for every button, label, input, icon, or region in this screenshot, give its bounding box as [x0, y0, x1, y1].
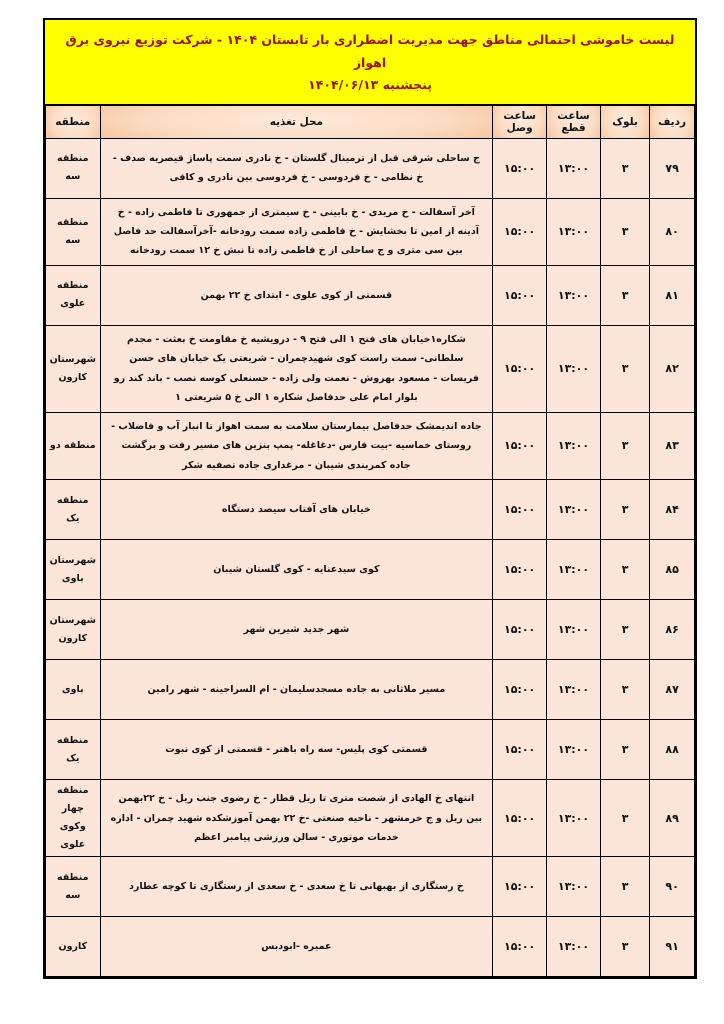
cell-feeding-location: خیابان های آفتاب سیصد دستگاه — [100, 480, 493, 540]
cell-block: ۳ — [600, 540, 649, 600]
cell-feeding-location: شهر جدید شیرین شهر — [100, 600, 493, 660]
cell-region: منطقه چهار وکوی علوی — [46, 780, 101, 857]
table-header-row — [46, 105, 695, 138]
cell-connect-time: ۱۵:۰۰ — [493, 720, 547, 780]
cell-cut-time: ۱۳:۰۰ — [547, 198, 601, 265]
cell-region: منطقه یک — [46, 720, 101, 780]
cell-region: منطقه علوی — [46, 265, 101, 325]
cell-cut-time: ۱۳:۰۰ — [547, 325, 601, 412]
table-row — [46, 857, 695, 917]
cell-cut-time: ۱۳:۰۰ — [547, 265, 601, 325]
col-header-feeding-location: محل تغذیه — [100, 105, 493, 138]
cell-cut-time: ۱۳:۰۰ — [547, 857, 601, 917]
cell-block: ۳ — [600, 138, 649, 198]
cell-cut-time: ۱۳:۰۰ — [547, 480, 601, 540]
table-row — [46, 660, 695, 720]
outage-table — [45, 105, 695, 978]
cell-cut-time: ۱۳:۰۰ — [547, 138, 601, 198]
cell-block: ۳ — [600, 720, 649, 780]
cell-feeding-location: کوی سیدعنایه - کوی گلستان شیبان — [100, 540, 493, 600]
cell-region: منطقه یک — [46, 480, 101, 540]
table-row — [46, 600, 695, 660]
table-row — [46, 540, 695, 600]
cell-region: کارون — [46, 917, 101, 977]
cell-block: ۳ — [600, 660, 649, 720]
col-header-block: بلوک — [600, 105, 649, 138]
cell-row-number: ۸۷ — [650, 660, 695, 720]
table-row — [46, 917, 695, 977]
cell-block: ۳ — [600, 600, 649, 660]
cell-feeding-location: ج ساحلی شرقی قبل از ترمینال گلستان - خ نادری سمت پاساژ قیصریه صدف - خ نظامی - خ فردوسی - خ فردوسی بین نادری و کافی — [100, 138, 493, 198]
cell-connect-time: ۱۵:۰۰ — [493, 660, 547, 720]
cell-row-number: ۸۱ — [650, 265, 695, 325]
cell-connect-time: ۱۵:۰۰ — [493, 857, 547, 917]
cell-feeding-location: مسیر ملاثانی به جاده مسجدسلیمان - ام السراجینه - شهر رامین — [100, 660, 493, 720]
cell-connect-time: ۱۵:۰۰ — [493, 198, 547, 265]
cell-connect-time: ۱۵:۰۰ — [493, 265, 547, 325]
cell-feeding-location: آخر آسفالت - خ مریدی - خ بابینی - خ سیمتری از جمهوری تا فاطمی زاده - خ آدینه از امین تا بخشایش - خ فاطمی زاده سمت رودخانه -آخرآسفالت حد فاصل بین سی متری و ج ساحلی از خ فاطمی زاده تا نبش خ ۱۲ سمت رودخانه — [100, 198, 493, 265]
col-header-row-number: ردیف — [650, 105, 695, 138]
table-row — [46, 412, 695, 479]
cell-row-number: ۸۰ — [650, 198, 695, 265]
cell-block: ۳ — [600, 265, 649, 325]
cell-connect-time: ۱۵:۰۰ — [493, 780, 547, 857]
cell-cut-time: ۱۳:۰۰ — [547, 917, 601, 977]
cell-block: ۳ — [600, 480, 649, 540]
cell-row-number: ۸۲ — [650, 325, 695, 412]
col-header-cut-time: ساعت قطع — [547, 105, 601, 138]
table-body — [46, 138, 695, 977]
cell-cut-time: ۱۳:۰۰ — [547, 600, 601, 660]
cell-block: ۳ — [600, 780, 649, 857]
cell-block: ۳ — [600, 325, 649, 412]
cell-cut-time: ۱۳:۰۰ — [547, 660, 601, 720]
table-row — [46, 198, 695, 265]
col-header-connect-time: ساعت وصل — [493, 105, 547, 138]
cell-row-number: ۷۹ — [650, 138, 695, 198]
cell-row-number: ۸۶ — [650, 600, 695, 660]
cell-connect-time: ۱۵:۰۰ — [493, 600, 547, 660]
document-title: لیست خاموشی احتمالی مناطق جهت مدیریت اضطراری بار تابستان ۱۴۰۴ - شرکت توزیع نیروی برق اهواز — [65, 32, 675, 70]
table-row — [46, 720, 695, 780]
cell-connect-time: ۱۵:۰۰ — [493, 412, 547, 479]
cell-connect-time: ۱۵:۰۰ — [493, 480, 547, 540]
cell-cut-time: ۱۳:۰۰ — [547, 720, 601, 780]
cell-connect-time: ۱۵:۰۰ — [493, 325, 547, 412]
cell-row-number: ۸۳ — [650, 412, 695, 479]
table-header — [46, 105, 695, 138]
cell-block: ۳ — [600, 412, 649, 479]
outage-schedule-document — [43, 18, 697, 979]
cell-feeding-location: خ رستگاری از بهبهانی تا خ سعدی - خ سعدی از رستگاری تا کوچه عطارد — [100, 857, 493, 917]
cell-row-number: ۸۹ — [650, 780, 695, 857]
cell-row-number: ۸۵ — [650, 540, 695, 600]
cell-feeding-location: جاده اندیمشک حدفاصل بیمارستان سلامت به سمت اهواز تا انبار آب و فاضلاب - روستای خماسیه -بیت فارس -دغاغله- پمپ بنزین های مسیر رفت و برگشت جاده کمربندی شیبان - مرغداری جاده تصفیه شکر — [100, 412, 493, 479]
col-header-region: منطقه — [46, 105, 101, 138]
table-row — [46, 265, 695, 325]
cell-feeding-location: قسمتی کوی پلیس- سه راه باهنر - قسمتی از کوی نبوت — [100, 720, 493, 780]
table-row — [46, 780, 695, 857]
cell-connect-time: ۱۵:۰۰ — [493, 138, 547, 198]
cell-block: ۳ — [600, 857, 649, 917]
cell-region: شهرستان باوی — [46, 540, 101, 600]
cell-row-number: ۸۸ — [650, 720, 695, 780]
table-row — [46, 325, 695, 412]
cell-cut-time: ۱۳:۰۰ — [547, 412, 601, 479]
cell-region: منطقه دو — [46, 412, 101, 479]
cell-region: شهرستان کارون — [46, 600, 101, 660]
cell-block: ۳ — [600, 917, 649, 977]
table-row — [46, 138, 695, 198]
document-date: پنجشنبه ۱۴۰۴/۰۶/۱۳ — [308, 77, 432, 92]
cell-block: ۳ — [600, 198, 649, 265]
cell-row-number: ۸۴ — [650, 480, 695, 540]
cell-cut-time: ۱۳:۰۰ — [547, 540, 601, 600]
cell-connect-time: ۱۵:۰۰ — [493, 540, 547, 600]
cell-feeding-location: شکاره۱خیابان های فتح ۱ الی فتح ۹ - درویشیه خ مقاومت خ بعثت - مجدم سلطانی- سمت راست کوی شهیدچمران - شریعتی یک خیابان های حسن فریسات - مسعود بهروش - نعمت ولی زاده - حسنعلی کوسه نصب - باند کند رو بلوار امام علی حدفاصل شکاره ۱ الی خ ۵ شریعتی ۱ — [100, 325, 493, 412]
cell-region: منطقه سه — [46, 198, 101, 265]
table-row — [46, 480, 695, 540]
cell-region: منطقه سه — [46, 857, 101, 917]
cell-feeding-location: قسمتی از کوی علوی - ابتدای خ ۲۲ بهمن — [100, 265, 493, 325]
cell-region: باوی — [46, 660, 101, 720]
cell-row-number: ۹۱ — [650, 917, 695, 977]
cell-feeding-location: عمیره -ابودبس — [100, 917, 493, 977]
cell-row-number: ۹۰ — [650, 857, 695, 917]
cell-feeding-location: انتهای خ الهادی از شصت متری تا ریل قطار - خ رضوی جنب ریل - خ ۲۲بهمن بین ریل و ج خرمشهر - ناحیه صنعتی -خ ۲۲ بهمن آموزشکده شهید چمران - اداره خدمات موتوری - سالن ورزشی پیامبر اعظم — [100, 780, 493, 857]
cell-region: منطقه سه — [46, 138, 101, 198]
cell-connect-time: ۱۵:۰۰ — [493, 917, 547, 977]
cell-region: شهرستان کارون — [46, 325, 101, 412]
title-block — [45, 20, 695, 105]
cell-cut-time: ۱۳:۰۰ — [547, 780, 601, 857]
